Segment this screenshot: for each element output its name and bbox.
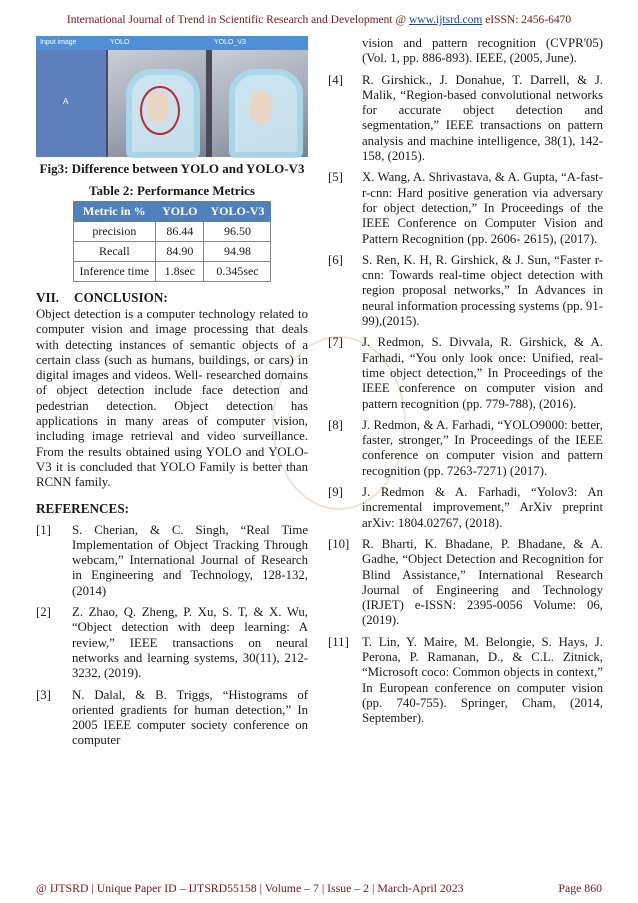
table-cell: 1.8sec — [156, 262, 204, 282]
table-cell: Recall — [73, 242, 156, 262]
figure-row-label-cell — [36, 50, 106, 157]
journal-link[interactable]: www.ijtsrd.com — [408, 14, 483, 26]
reference-item — [36, 523, 308, 599]
figure-row-label: A — [63, 97, 69, 106]
reference-text: J. Redmon, S. Divvala, R. Girshick, & A. Farhadi, “You only look once: Unified, real-time object detection,” In Proceedings of the IEEE conference on computer vision and pattern recognition (pp. 779-788), (2016). — [362, 335, 603, 411]
performance-table — [73, 201, 272, 282]
table-row — [73, 242, 271, 262]
conclusion-text: Object detection is a computer technology related to computer vision and image processing that deals with detecting instances of semantic objects of a certain class (such as humans, buildings, or cars) in digital images and videos. Well- researched domains of object detection include face detection and pedestrian detection. Object detection has applications in many areas of computer vision, including image retrieval and video surveillance. From the results obtained using YOLO and YOLO-V3 it is concluded that YOLO Family is better than RCNN family. — [36, 307, 308, 490]
figure-yolo-comparison — [36, 36, 308, 157]
reference-text: vision and pattern recognition (CVPR'05) (Vol. 1, pp. 886-893). IEEE, (2005, June). — [362, 36, 603, 66]
table-row — [73, 262, 271, 282]
figure-col-input: Input image — [40, 39, 77, 46]
conclusion-heading — [36, 290, 308, 306]
section-title: CONCLUSION: — [74, 290, 168, 305]
reference-number: [2] — [36, 605, 51, 620]
table-cell: 86.44 — [156, 222, 204, 242]
reference-continuation — [328, 36, 603, 67]
yolo-detection-image — [108, 50, 206, 157]
journal-header — [0, 14, 638, 26]
reference-text: X. Wang, A. Shrivastava, & A. Gupta, “A-fast-r-cnn: Hard positive generation via adversary for object detection,” In Proceedings of the IEEE Conference on Computer Vision and Pattern Recognition (pp. 2606- 2615), (2017). — [362, 170, 603, 246]
table-header-row — [73, 202, 271, 222]
table-header-cell: YOLO — [156, 202, 204, 222]
reference-number: [3] — [36, 687, 51, 702]
reference-item — [36, 688, 308, 749]
reference-number: [6] — [328, 252, 343, 267]
table-header-cell: Metric in % — [73, 202, 156, 222]
table-title: Table 2: Performance Metrics — [89, 183, 255, 198]
reference-number: [7] — [328, 335, 343, 350]
figure-col-yolov3: YOLO_V3 — [214, 39, 246, 46]
figure-col-yolo: YOLO — [110, 39, 130, 46]
reference-text: J. Redmon & A. Farhadi, “Yolov3: An incremental improvement,” ArXiv preprint arXiv: 1804.02767, (2018). — [362, 485, 603, 530]
reference-number: [11] — [328, 634, 349, 649]
reference-number: [1] — [36, 522, 51, 537]
reference-item — [328, 73, 603, 165]
reference-text: R. Bharti, K. Bhadane, P. Bhadane, & A. Gadhe, “Object Detection and Recognition for Blind Assistance,” International Research Journal of Engineering and Technology (IRJET) e-ISSN: 2395-0056 Volume: 06, (2019). — [362, 536, 603, 628]
table-cell: Inference time — [73, 262, 156, 282]
reference-item — [36, 605, 308, 681]
reference-item — [328, 335, 603, 411]
left-column — [36, 36, 308, 749]
footer-info: @ IJTSRD | Unique Paper ID – IJTSRD55158 | Volume – 7 | Issue – 2 | March-April 2023 — [36, 881, 464, 895]
reference-item — [328, 635, 603, 727]
reference-text: T. Lin, Y. Maire, M. Belongie, S. Hays, J. Perona, P. Ramanan, D., & C.L. Zitnick, “Microsoft coco: Common objects in context,” In European conference on computer vision (pp. 740-755). Springer, Cham, (2014, September). — [362, 634, 603, 726]
right-column — [328, 36, 603, 726]
reference-number: [4] — [328, 72, 343, 87]
reference-text: S. Ren, K. H, R. Girshick, & J. Sun, “Faster r-cnn: Towards real-time object detection with region proposal networks,” In Advances in neural information processing systems (pp. 91-99),(2015). — [362, 252, 603, 329]
references-heading: REFERENCES: — [36, 500, 130, 516]
table-cell: precision — [73, 222, 156, 242]
reference-item — [328, 253, 603, 329]
reference-number: [9] — [328, 485, 343, 500]
reference-text: N. Dalal, & B. Triggs, “Histograms of oriented gradients for human detection,” In 2005 IEEE computer society conference on computer — [72, 687, 308, 748]
yolov3-detection-image — [212, 50, 308, 157]
figure-caption: Fig3: Difference between YOLO and YOLO-V3 — [39, 161, 305, 176]
header-issn: eISSN: 2456-6470 — [482, 14, 572, 26]
figure-header-row — [36, 36, 308, 50]
reference-number: [8] — [328, 417, 343, 432]
page-number: Page 860 — [558, 881, 602, 895]
reference-number: [10] — [328, 536, 350, 551]
reference-item — [328, 170, 603, 246]
reference-item — [328, 418, 603, 479]
section-number: VII. — [36, 290, 60, 305]
reference-text: J. Redmon, & A. Farhadi, “YOLO9000: better, faster, stronger,” In Proceedings of the IEEE conference on computer vision and pattern recognition (pp. 7263-7271) (2017). — [362, 417, 603, 478]
reference-text: S. Cherian, & C. Singh, “Real Time Implementation of Object Tracking Through webcam,” International Journal of Research in Engineering and Technology, 128-132, (2014) — [72, 522, 308, 598]
reference-number: [5] — [328, 170, 343, 185]
table-header-cell: YOLO-V3 — [204, 202, 271, 222]
table-cell: 0.345sec — [204, 262, 271, 282]
reference-text: Z. Zhao, Q. Zheng, P. Xu, S. T, & X. Wu, “Object detection with deep learning: A review,” IEEE transactions on neural networks and learning systems, 30(11), 212-3232, (2019). — [72, 605, 308, 681]
table-cell: 84.90 — [156, 242, 204, 262]
reference-item — [328, 485, 603, 531]
reference-item — [328, 537, 603, 629]
table-cell: 96.50 — [204, 222, 271, 242]
table-cell: 94.98 — [204, 242, 271, 262]
reference-text: R. Girshick., J. Donahue, T. Darrell, & J. Malik, “Region-based convolutional networks for accurate object detection and segmentation,” IEEE transactions on pattern analysis and machine intelligence, 38(1), 142-158, (2015). — [362, 72, 603, 164]
page-footer — [36, 881, 602, 896]
header-text: International Journal of Trend in Scientific Research and Development @ — [66, 14, 409, 26]
table-row — [73, 222, 271, 242]
